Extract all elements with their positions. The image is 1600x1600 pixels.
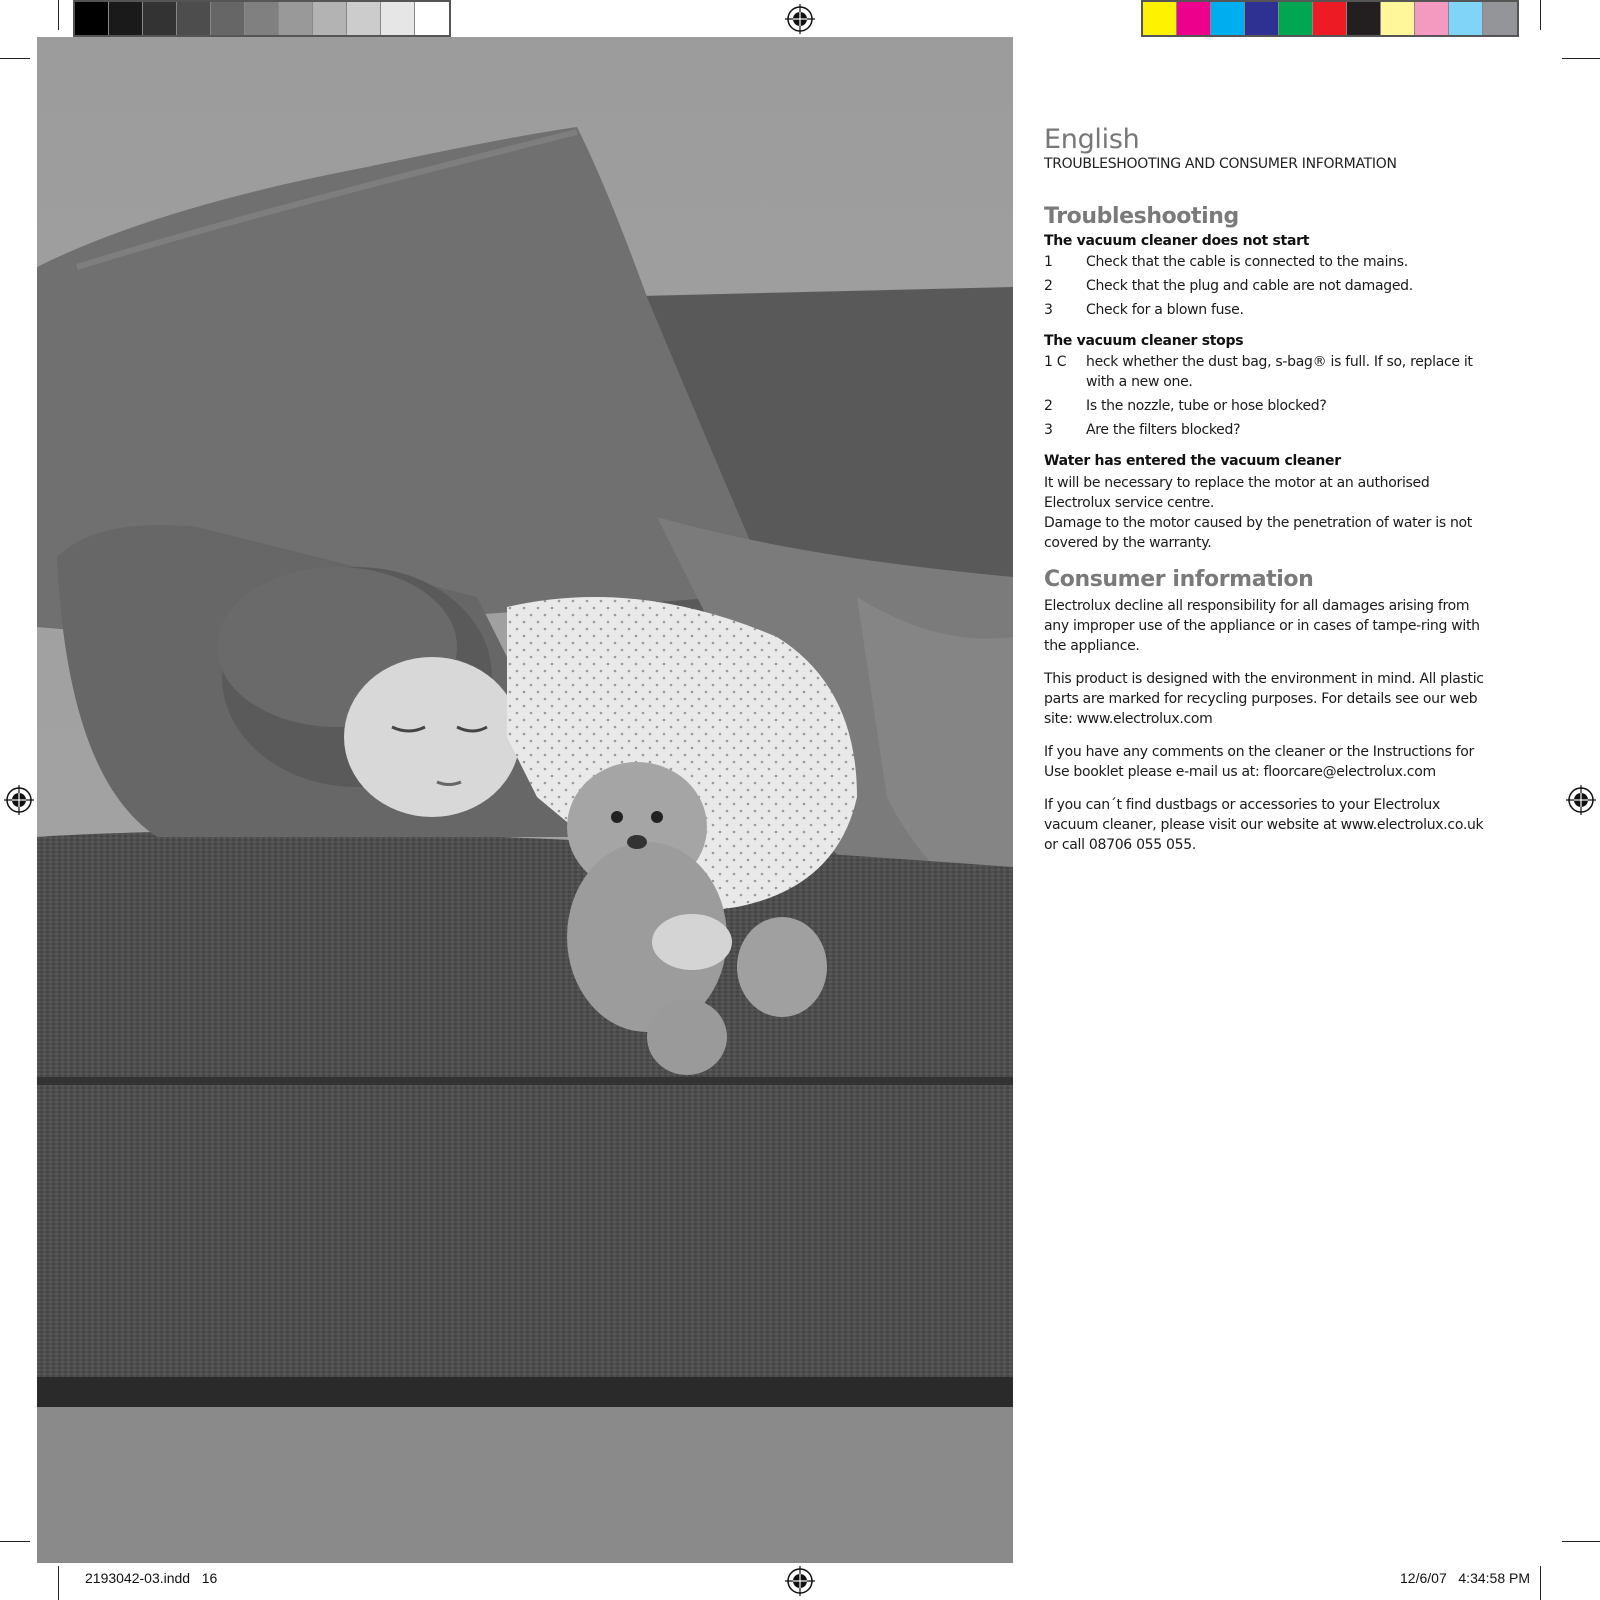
grayscale-calibration-bar: [73, 0, 451, 37]
list-item: [1044, 420, 1484, 440]
color-swatch: [1177, 2, 1211, 35]
color-swatch: [1313, 2, 1347, 35]
section-subheading: TROUBLESHOOTING AND CONSUMER INFORMATION: [1044, 156, 1397, 173]
registration-mark-icon: [4, 785, 34, 815]
consumer-paragraph: This product is designed with the environment in mind. All plastic parts are marked for recycling purposes. For details see our web site: www.electrolux.com: [1044, 671, 1484, 728]
step-number: 3: [1044, 422, 1053, 439]
color-swatch: [143, 2, 177, 35]
water-text-2: Damage to the motor caused by the penetration of water is not covered by the warranty.: [1044, 515, 1472, 552]
steps-list: [1044, 352, 1484, 440]
issue-title-stops: The vacuum cleaner stops: [1044, 333, 1244, 350]
content-column: [1044, 124, 1484, 855]
issue-title-does-not-start: The vacuum cleaner does not start: [1044, 233, 1310, 250]
crop-mark: [1562, 58, 1600, 59]
step-text: Is the nozzle, tube or hose blocked?: [1086, 398, 1327, 415]
step-text: Check for a blown fuse.: [1086, 302, 1244, 319]
timestamp-slug: 12/6/07 4:34:58 PM: [1400, 1570, 1530, 1586]
list-item: [1044, 252, 1484, 272]
color-swatch: [279, 2, 313, 35]
consumer-info-title: Consumer information: [1044, 567, 1314, 593]
step-text: heck whether the dust bag, s-bag® is full. If so, replace it with a new one.: [1086, 354, 1473, 391]
language-heading: English: [1044, 124, 1140, 155]
color-swatch: [313, 2, 347, 35]
color-swatch: [415, 2, 449, 35]
list-item: [1044, 352, 1484, 392]
consumer-paragraph: If you have any comments on the cleaner or the Instructions for Use booklet please e-mail us at: floorcare@electrolux.com: [1044, 744, 1474, 781]
list-item: [1044, 300, 1484, 320]
color-swatch: [1381, 2, 1415, 35]
color-swatch: [1449, 2, 1483, 35]
color-swatch: [177, 2, 211, 35]
crop-mark: [0, 1541, 30, 1542]
color-swatch: [211, 2, 245, 35]
color-swatch: [1279, 2, 1313, 35]
color-swatch: [245, 2, 279, 35]
list-item: [1044, 276, 1484, 296]
water-text-1: It will be necessary to replace the motor at an authorised Electrolux service centre.: [1044, 475, 1430, 512]
step-number: 1: [1044, 254, 1053, 271]
registration-mark-icon: [1566, 785, 1596, 815]
color-swatch: [381, 2, 415, 35]
step-number: 2: [1044, 278, 1053, 295]
crop-mark: [1562, 1541, 1600, 1542]
step-text: Check that the cable is connected to the mains.: [1086, 254, 1408, 271]
step-number: 1 C: [1044, 354, 1067, 371]
step-number: 2: [1044, 398, 1053, 415]
sleeping-child-photo: [37, 37, 1013, 1563]
registration-mark-icon: [785, 1566, 815, 1596]
crop-mark: [0, 58, 30, 59]
color-swatch: [347, 2, 381, 35]
color-swatch: [1347, 2, 1381, 35]
consumer-paragraph: Electrolux decline all responsibility for all damages arising from any improper use of the appliance or in cases of tampe-ring with the appliance.: [1044, 598, 1480, 655]
crop-mark: [1540, 0, 1541, 30]
color-calibration-bar: [1141, 0, 1519, 37]
registration-mark-icon: [785, 4, 815, 34]
color-swatch: [1211, 2, 1245, 35]
steps-list: [1044, 252, 1484, 320]
step-text: Are the filters blocked?: [1086, 422, 1241, 439]
troubleshooting-title: Troubleshooting: [1044, 204, 1239, 230]
color-swatch: [75, 2, 109, 35]
crop-mark: [1540, 1566, 1541, 1600]
color-swatch: [1483, 2, 1517, 35]
color-swatch: [109, 2, 143, 35]
color-swatch: [1143, 2, 1177, 35]
color-swatch: [1415, 2, 1449, 35]
file-slug: 2193042-03.indd 16: [85, 1570, 218, 1586]
issue-title-water: Water has entered the vacuum cleaner: [1044, 453, 1341, 470]
crop-mark: [58, 0, 59, 30]
step-number: 3: [1044, 302, 1053, 319]
crop-mark: [58, 1566, 59, 1600]
consumer-paragraph: If you can´t find dustbags or accessories to your Electrolux vacuum cleaner, please visit our website at www.electrolux.co.uk or call 08706 055 055.: [1044, 797, 1484, 854]
step-text: Check that the plug and cable are not damaged.: [1086, 278, 1413, 295]
color-swatch: [1245, 2, 1279, 35]
list-item: [1044, 396, 1484, 416]
